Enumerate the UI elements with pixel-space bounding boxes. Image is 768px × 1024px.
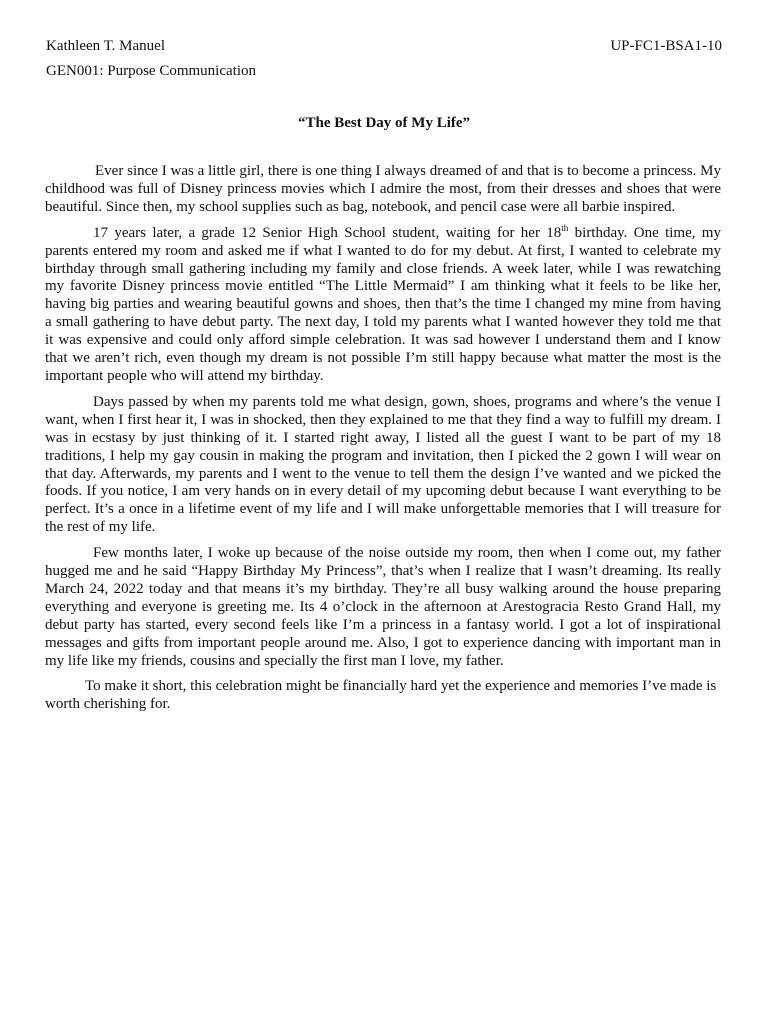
essay-body: [45, 163, 721, 722]
essay-title: “The Best Day of My Life”: [297, 115, 471, 131]
section-code: UP-FC1-BSA1-10: [610, 38, 722, 54]
ordinal-suffix: th: [561, 222, 569, 233]
paragraph-3: Days passed by when my parents told me what design, gown, shoes, programs and where’s the venue I want, when I first hear it, I was in shocked, then they explained to me that they find a way to fulfill my dream. I was in ecstasy by just thinking of it. I started right away, I listed all the guest I want to be part of my 18 traditions, I help my gay cousin in making the program and invitation, then I picked the 2 gown I will wear on that day. Afterwards, my parents and I went to the venue to tell them the design I’ve wanted and we picked the foods. If you notice, I am very hands on in every detail of my upcoming debut because I want everything to be perfect. It’s a once in a lifetime event of my life and I will make unforgettable memories that I will treasure for the rest of my life.: [45, 393, 721, 536]
paragraph-2-part-a: 17 years later, a grade 12 Senior High School student, waiting for her 18: [93, 224, 562, 241]
paragraph-1: Ever since I was a little girl, there is one thing I always dreamed of and that is to become a princess. My childhood was full of Disney princess movies which I admire the most, from their dresses and shoes that were beautiful. Since then, my school supplies such as bag, notebook, and pencil case were all barbie inspired.: [45, 163, 721, 215]
paragraph-4: Few months later, I woke up because of the noise outside my room, then when I come out, my father hugged me and he said “Happy Birthday My Princess”, that’s when I realize that I wasn’t dreaming. Its really March 24, 2022 today and that means it’s my birthday. They’re all busy walking around the house preparing everything and everyone is greeting me. Its 4 o’clock in the afternoon at Arestogracia Resto Grand Hall, my debut party has started, every second feels like I’m a princess in a fantasy world. I got a lot of inspirational messages and gifts from important people around me. Also, I got to experience dancing with important man in my life like my friends, cousins and specially the first man I love, my father.: [45, 545, 721, 669]
author-name: Kathleen T. Manuel: [46, 38, 165, 54]
paragraph-2: [45, 222, 721, 386]
paragraph-2-part-b: birthday. One time, my parents entered my room and asked me if what I wanted to do for my debut. At first, I wanted to celebrate my birthday through small gathering including my family and close friends. A week later, while I was rewatching my favorite Disney princess movie entitled “The Little Mermaid” I am thinking what it feels to be like her, having big parties and wearing beautiful gowns and shoes, then that’s the time I changed my mine from having a small gathering to have debut party. The next day, I told my parents what I wanted however they told me that it was expensive and could only afford simple celebration. It was sad however I understand them and I know that we aren’t rich, even though my dream is not possible I’m still happy because what matter the most is the important people who will attend my birthday.: [45, 224, 721, 384]
course-title: GEN001: Purpose Communication: [46, 63, 256, 79]
paragraph-5: To make it short, this celebration might be financially hard yet the experience and memories I’ve made is worth cherishing for.: [45, 678, 717, 713]
